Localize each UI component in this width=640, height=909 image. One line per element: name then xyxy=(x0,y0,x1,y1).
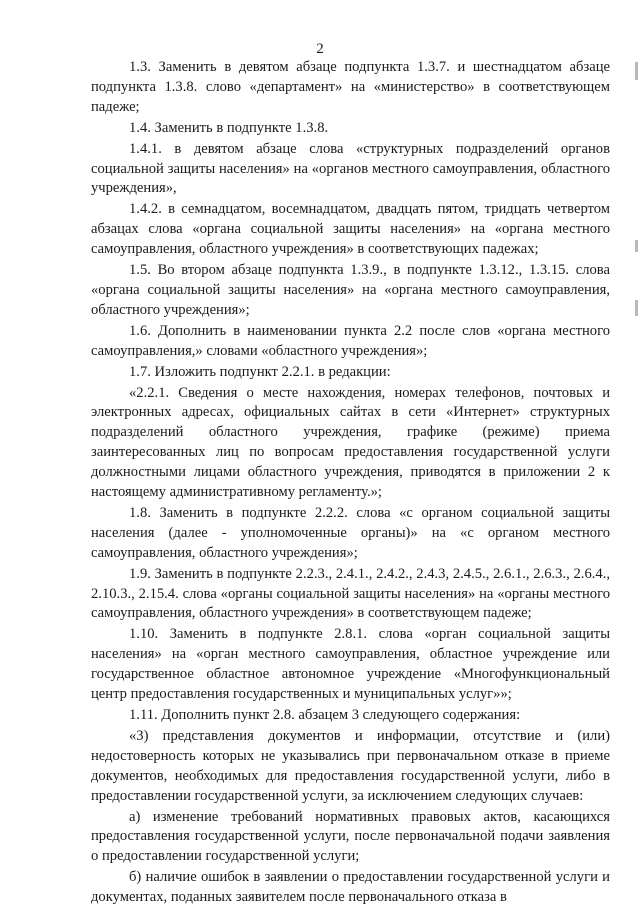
paragraph-1-11: 1.11. Дополнить пункт 2.8. абзацем 3 следующего содержания: xyxy=(129,707,521,723)
paragraph-item-b: б) наличие ошибок в заявлении о предоставлении государственной услуги и документах, поданных заявителем после первоначального отказа в xyxy=(91,869,610,906)
paragraph-1-6: 1.6. Дополнить в наименовании пункта 2.2 после слов «органа местного самоуправления,» словами «областного учреждения»; xyxy=(91,322,610,359)
paragraph-2-2-1-quote: «2.2.1. Сведения о месте нахождения, номерах телефонов, почтовых и электронных адресах, официальных сайтах в сети «Интернет» структурных подразделений областного учреждения, графике (режиме) приема заинтересованных лиц по вопросам предоставления государственной услуги должностными лицами областного учреждения, приводятся в приложении 2 к настоящему административному регламенту.»; xyxy=(91,384,610,501)
paragraph-1-7: 1.7. Изложить подпункт 2.2.1. в редакции: xyxy=(129,363,391,380)
scan-margin-mark xyxy=(635,62,638,80)
scan-margin-mark xyxy=(635,300,638,316)
document-body xyxy=(91,58,610,909)
paragraph-1-8: 1.8. Заменить в подпункте 2.2.2. слова «с органом социальной защиты населения (далее - уполномоченные органы)» на «с органом местного самоуправления, областного учреждения»; xyxy=(91,504,610,561)
paragraph-item-3: «3) представления документов и информации, отсутствие и (или) недостоверность которых не указывались при первоначальном отказе в приеме документов, необходимых для предоставления государственной услуги, либо в предоставлении государственной услуги, за исключением следующих случаев: xyxy=(91,727,610,804)
paragraph-1-4: 1.4. Заменить в подпункте 1.3.8. xyxy=(129,119,329,136)
paragraph-1-9: 1.9. Заменить в подпункте 2.2.3., 2.4.1., 2.4.2., 2.4.3, 2.4.5., 2.6.1., 2.6.3., 2.6.4., 2.10.3., 2.15.4. слова «органы социальной защиты населения» на «органы местного самоуправления, областного учреждения» в соответствующем падеже; xyxy=(91,565,610,622)
page-number: 2 xyxy=(316,41,324,57)
paragraph-1-5: 1.5. Во втором абзаце подпункта 1.3.9., в подпункте 1.3.12., 1.3.15. слова «органа социальной защиты населения» на «органа местного самоуправления, областного учреждения»; xyxy=(91,262,610,318)
paragraph-1-10: 1.10. Заменить в подпункте 2.8.1. слова «орган социальной защиты населения» на «орган местного самоуправления, областное учреждение или государственное областное автономное учреждение «Многофункциональный центр предоставления государственных и муниципальных услуг»»; xyxy=(91,626,610,703)
paragraph-1-4-2: 1.4.2. в семнадцатом, восемнадцатом, двадцать пятом, тридцать четвертом абзацах слова «органа социальной защиты населения» на «органа местного самоуправления, областного учреждения» в соответствующих падежах; xyxy=(91,201,610,258)
paragraph-1-4-1: 1.4.1. в девятом абзаце слова «структурных подразделений органов социальной защиты населения» на «органов местного самоуправления, областного учреждения», xyxy=(91,140,610,197)
paragraph-1-3: 1.3. Заменить в девятом абзаце подпункта 1.3.7. и шестнадцатом абзаце подпункта 1.3.8. слово «департамент» на «министерство» в соответствующем падеже; xyxy=(91,59,610,115)
paragraph-item-a: а) изменение требований нормативных правовых актов, касающихся предоставления государственной услуги, после первоначальной подачи заявления о предоставлении государственной услуги; xyxy=(91,808,610,865)
scan-margin-mark xyxy=(635,240,638,252)
